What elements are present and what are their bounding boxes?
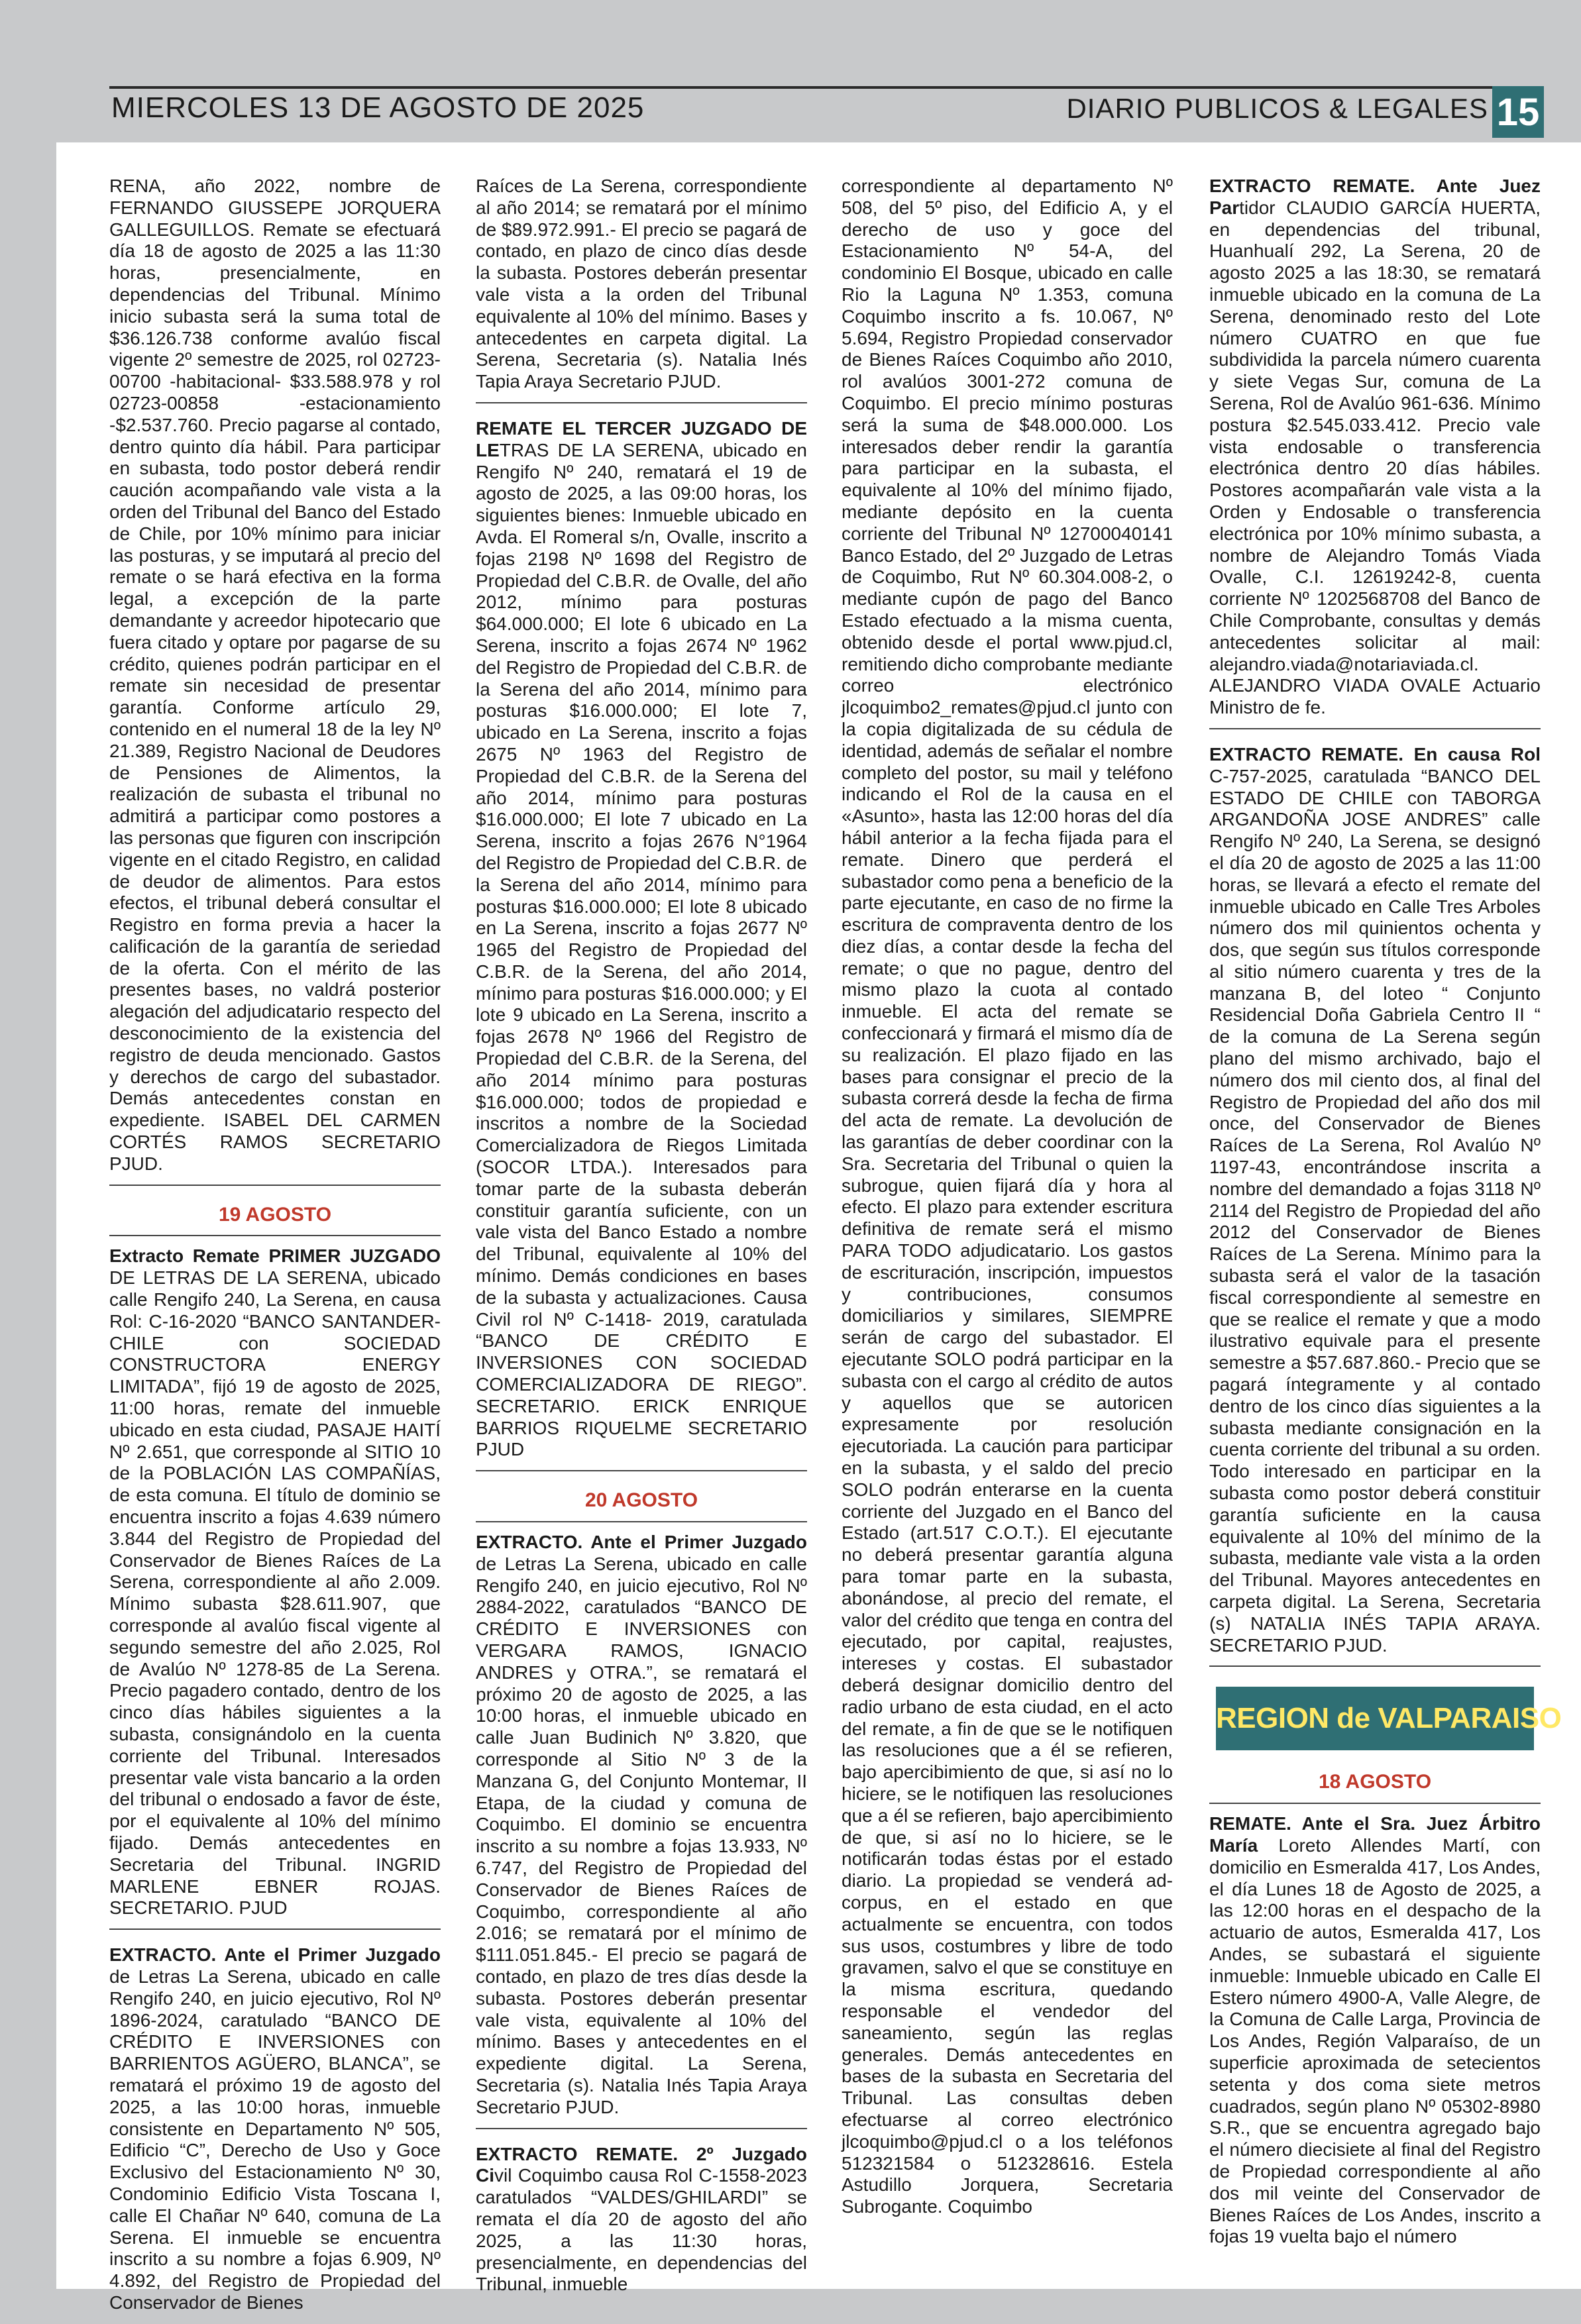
- region-banner: REGION de VALPARAISO: [1216, 1687, 1534, 1750]
- legal-notice: [1209, 744, 1541, 1667]
- issue-date: MIERCOLES 13 DE AGOSTO DE 2025: [111, 91, 645, 124]
- notice-text: [1209, 176, 1541, 719]
- legal-notice: [1209, 176, 1541, 729]
- notice-lead: EXTRACTO REMATE. Ante Juez Par: [1209, 176, 1541, 218]
- notice-text: [476, 418, 807, 1461]
- column-4: [1209, 176, 1562, 2262]
- notice-text: Raíces de La Serena, correspondiente al año 2014; se rematará por el mínimo de $89.972.991.- El precio se pagará de contado, en plazo de cinco días desde la subasta. Postores deberán presentar vale vista a la orden del Tribunal equivalente al 10% del mínimo. Bases y antecedentes en carpeta digital. La Serena, Secretaria (s). Natalia Inés Tapia Araya Secretario PJUD.: [476, 176, 807, 392]
- notice-text: [1209, 744, 1541, 1656]
- notice-body: tidor CLAUDIO GARCÍA HUERTA, en dependencias del tribunal, Huanhualí 292, La Serena, 20 de agosto 2025 a las 18:30, se rematará inmueble ubicado en la comuna de La Serena, denominado resto del Lote número CUATRO en que fue subdividida la parcela número cuarenta y siete Vegas Sur, comuna de La Serena, Rol de Avalúo 961-636. Mínimo postura $2.545.033.412. Precio vale vista endosable o transferencia electrónica dentro 20 días hábiles. Postores acompañarán vale vista a la Orden y Endosable o transferencia electrónica por 10% mínimo subasta, a nombre de Alejandro Tomás Viada Ovalle, C.I. 12619242-8, cuenta corriente Nº 1202568708 del Banco de Chile Comprobante, consultas y demás antecedentes solicitar al mail: alejandro.viada@notariaviada.cl. ALEJANDRO VIADA OVALE Actuario Ministro de fe.: [1209, 197, 1541, 718]
- notice-body: Loreto Allendes Martí, con domicilio en Esmeralda 417, Los Andes, el día Lunes 18 de Agosto de 2025, a las 12:00 horas en el despacho de la actuario de autos, Esmeralda 417, Los Andes, se subastará el siguiente inmueble: Inmueble ubicado en Calle El Estero número 4900-A, Valle Alegre, de la Comuna de Calle Larga, Provincia de Los Andes, Región Valparaíso, de un superficie aproximada de setecientos setenta y dos coma siete metros cuadrados, según plano Nº 05302-8980 S.R., que se encuentra agregado bajo el número diecisiete al final del Registro de Propiedad correspondiente al año dos mil veinte del Conservador de Bienes Raíces de Los Andes, inscrito a fojas 19 vuelta bajo el número: [1209, 1834, 1541, 2247]
- legal-notice: [109, 1245, 441, 1930]
- legal-notice: [842, 176, 1173, 2227]
- legal-notice: [476, 2144, 807, 2305]
- notice-body: C-757-2025, caratulada “BANCO DEL ESTADO DE CHILE con TABORGA ARGANDOÑA JOSE ANDRES” calle Rengifo Nº 240, La Serena, se designó el día 20 de agosto de 2025 a las 11:00 horas, se llevará a efecto el remate del inmueble ubicado en Calle Tres Arboles número dos mil quinientos ochenta y dos, que según sus títulos corresponde al sitio número cuarenta y tres de la manzana B, del loteo “ Conjunto Residencial Doña Gabriela Centro II “ de la comuna de La Serena según plano del mismo archivado, bajo el número dos mil ciento dos, al final del Registro de Propiedad del año dos mil once, del Conservador de Bienes Raíces de La Serena, Rol Avalúo Nº 1197-43, encontrándose inscrita a nombre del demandado a fojas 3118 Nº 2114 del Registro de Propiedad del año 2012 del Conservador de Bienes Raíces de La Serena. Mínimo para la subasta será el valor de la tasación fiscal correspondiente al semestre en que se realice el remate y que a modo ilustrativo equivale para el presente semestre a $57.687.860.- Precio que se pagará íntegramente y al contado dentro de los cinco días siguientes a la subasta mediante consignación en la cuenta corriente del tribunal a su orden. Todo interesado en participar en la subasta como postor deberá constituir garantía suficiente en la causa equivalente al 10% del mínimo de la subasta, mediante vale vista a la orden del Tribunal. Mayores antecedentes en carpeta digital. La Serena, Secretaria (s) NATALIA INÉS TAPIA ARAYA. SECRETARIO PJUD.: [1209, 765, 1541, 1656]
- legal-notice: [476, 418, 807, 1471]
- notice-lead: EXTRACTO REMATE. En causa Rol: [1209, 743, 1541, 765]
- date-heading: 19 AGOSTO: [109, 1200, 441, 1237]
- legal-notice: [476, 1532, 807, 2129]
- notice-body: TRAS DE LA SERENA, ubicado en Rengifo Nº 240, rematará el 19 de agosto de 2025, a las 09:00 horas, los siguientes bienes: Inmueble ubicado en Avda. El Romeral s/n, Ovalle, inscrito a fojas 2198 Nº 1698 del Registro de Propiedad del C.B.R. de Ovalle, del año 2012, mínimo para posturas $64.000.000; El lote 6 ubicado en La Serena, inscrito a fojas 2674 Nº 1962 del Registro de Propiedad del C.B.R. de la Serena del año 2014, mínimo para posturas $16.000.000; El lote 7, ubicado en La Serena, inscrito a fojas 2675 Nº 1963 del Registro de Propiedad del C.B.R. de la Serena del año 2014, mínimo para posturas $16.000.000; El lote 7 ubicado en La Serena, inscrito a fojas 2676 N°1964 del Registro de Propiedad del C.B.R. de la Serena del año 2014, mínimo para posturas $16.000.000; El lote 8 ubicado en La Serena, inscrito a fojas 2677 Nº 1965 del Registro de Propiedad del C.B.R. de la Serena, del año 2014, mínimo para posturas $16.000.000; y El lote 9 ubicado en La Serena, inscrito a fojas 2678 Nº 1966 del Registro de Propiedad del C.B.R. de la Serena, del año 2014 mínimo para posturas $16.000.000; todos de propiedad e inscritos a nombre de la Sociedad Comercializadora de Riegos Limitada (SOCOR LTDA.). Interesados para tomar parte de la subasta deberán constituir garantía suficiente, con un vale vista del Banco Estado a nombre del Tribunal, equivalente al 10% del mínimo. Demás condiciones en bases de la subasta y actualizaciones. Causa Civil rol Nº C-1418- 2019, caratulada “BANCO DE CRÉDITO E INVERSIONES CON SOCIEDAD COMERCIALIZADORA DE RIEGO”. SECRETARIO. ERICK ENRIQUE BARRIOS RIQUELME SECRETARIO PJUD: [476, 439, 807, 1460]
- notice-text: [109, 1944, 441, 2314]
- notice-body: DE LETRAS DE LA SERENA, ubicado calle Rengifo 240, La Serena, en causa Rol: C-16-2020 “BANCO SANTANDER-CHILE con SOCIEDAD CONSTRUCTORA ENERGY LIMITADA”, fijó 19 de agosto de 2025, 11:00 horas, remate del inmueble ubicado en esta ciudad, PASAJE HAITÍ Nº 2.651, que corresponde al SITIO 10 de la POBLACIÓN LAS COMPAÑÍAS, de esta comuna. El título de dominio se encuentra inscrito a fojas 4.639 número 3.844 del Registro de Propiedad del Conservador de Bienes Raíces de La Serena, correspondiente al año 2.009. Mínimo subasta $28.611.907, que corresponde al avalúo fiscal vigente al segundo semestre del año 2.025, Rol de Avalúo Nº 1278-85 de La Serena. Precio pagadero contado, dentro de los cinco días hábiles siguientes a la subasta, consignándolo en la cuenta corriente del Tribunal. Interesados presentar vale vista bancario a la orden del tribunal o endosado a favor de éste, por el equivalente al 10% del mínimo fijado. Demás antecedentes en Secretaria del Tribunal. INGRID MARLENE EBNER ROJAS. SECRETARIO. PJUD: [109, 1267, 441, 1919]
- header-rule: [109, 86, 1494, 89]
- page-number: 15: [1492, 86, 1544, 138]
- notice-text: [476, 2144, 807, 2296]
- notice-lead: EXTRACTO. Ante el Primer Juzgado: [476, 1532, 807, 1553]
- notice-text: [109, 1245, 441, 1919]
- legal-notice: [476, 176, 807, 403]
- notice-lead: REMATE EL TERCER JUZGADO DE LE: [476, 417, 807, 460]
- publication-name: DIARIO PUBLICOS & LEGALES: [1066, 93, 1488, 124]
- notice-text: RENA, año 2022, nombre de FERNANDO GIUSSEPE JORQUERA GALLEGUILLOS. Remate se efectuará día 18 de agosto de 2025 a las 11:30 horas, presencialmente, en dependencias del Tribunal. Mínimo inicio subasta será la suma total de $36.126.738 conforme avalúo fiscal vigente 2º semestre de 2025, rol 02723-00700 -habitacional- $33.588.978 y rol 02723-00858 -estacionamiento -$2.537.760. Precio pagarse al contado, dentro quinto día hábil. Para participar en subasta, todo postor deberá rendir caución acompañando vale vista a la orden del Tribunal del Banco del Estado de Chile, por 10% mínimo para iniciar las posturas, y se imputará al precio del remate o se hará efectiva en la forma legal, a excepción de la parte demandante y acreedor hipotecario que fuera citado y optare por pagarse de su crédito, quienes podrán participar en el remate sin necesidad de presentar garantía. Conforme artículo 29, contenido en el numeral 18 de la ley Nº 21.389, Registro Nacional de Deudores de Pensiones de Alimentos, la realización de subasta el tribunal no admitirá a participar como postores a las personas que figuren con inscripción vigente en el citado Registro, en calidad de deudor de alimentos. Para estos efectos, el tribunal deberá consultar el Registro en forma previa a hacer la calificación de la garantía de seriedad de la oferta. Con el mérito de las presentes bases, no valdrá posterior alegación del adjudicatario respecto del desconocimiento de la existencia del registro de deuda mencionado. Gastos y derechos de cargo del subastador. Demás antecedentes constan en expediente. ISABEL DEL CARMEN CORTÉS RAMOS SECRETARIO PJUD.: [109, 176, 441, 1174]
- notice-lead: EXTRACTO. Ante el Primer Juzgado: [109, 1944, 441, 1966]
- notice-lead: REMATE. Ante el Sra. Juez Árbitro María: [1209, 1813, 1541, 1856]
- legal-notice: [1209, 1813, 1541, 2257]
- notice-body: de Letras La Serena, ubicado en calle Rengifo 240, en juicio ejecutivo, Rol Nº 1896-2024, caratulado “BANCO DE CRÉDITO E INVERSIONES con BARRIENTOS AGÜERO, BLANCA”, se rematará el próximo 19 de agosto del 2025, a las 10:00 horas, inmueble consistente en Departamento Nº 505, Edificio “C”, Derecho de Uso y Goce Exclusivo del Estacionamiento Nº 30, Condominio Edificio Vista Toscana I, calle El Chañar Nº 640, comuna de La Serena. El inmueble se encuentra inscrito a su nombre a fojas 6.909, Nº 4.892, del Registro de Propiedad del Conservador de Bienes: [109, 1966, 441, 2313]
- notice-lead: Extracto Remate PRIMER JUZGADO: [109, 1245, 441, 1267]
- column-1: [109, 176, 441, 2313]
- notice-text: [476, 1532, 807, 2119]
- legal-notice: [109, 176, 441, 1186]
- page-header: [0, 0, 1581, 142]
- notice-body: vil Coquimbo causa Rol C-1558-2023 caratulados “VALDES/GHILARDI” se remata el día 20 de agosto del año 2025, a las 11:30 horas, presencialmente, en dependencias del Tribunal, inmueble: [476, 2165, 807, 2295]
- notice-lead: EXTRACTO REMATE. 2º Juzgado Ci: [476, 2143, 807, 2186]
- notice-text: [1209, 1813, 1541, 2248]
- date-heading: 20 AGOSTO: [476, 1486, 807, 1522]
- date-heading: 18 AGOSTO: [1209, 1768, 1541, 1804]
- column-3: [842, 176, 1173, 2262]
- legal-notice: [109, 1944, 441, 2323]
- notice-body: de Letras La Serena, ubicado en calle Rengifo 240, en juicio ejecutivo, Rol Nº 2884-2022, caratulados “BANCO DE CRÉDITO E INVERSIONES con VERGARA RAMOS, IGNACIO ANDRES y OTRA.”, se rematará el próximo 20 de agosto de 2025, a las 10:00 horas, el inmueble ubicado en calle Juan Budinich Nº 3.820, que corresponde al Sitio Nº 3 de la Manzana G, del Conjunto Montemar, II Etapa, de la ciudad y comuna de Coquimbo. El dominio se encuentra inscrito a su nombre a fojas 13.933, Nº 6.747, del Registro de Propiedad del Conservador de Bienes Raíces de Coquimbo, correspondiente al año 2.016; se rematará por el mínimo de $111.051.845.- El precio se pagará de contado, en plazo de tres días desde la subasta. Postores deberán presentar vale vista, equivalente al 10% del mínimo. Bases y antecedentes en el expediente digital. La Serena, Secretaria (s). Natalia Inés Tapia Araya Secretario PJUD.: [476, 1553, 807, 2117]
- column-2: [476, 176, 807, 2295]
- notice-text: correspondiente al departamento Nº 508, del 5º piso, del Edificio A, y el derecho de uso y goce del Estacionamiento Nº 54-A, del condominio El Bosque, ubicado en calle Rio la Laguna Nº 1.353, comuna Coquimbo inscrito a fs. 10.067, Nº 5.694, Registro Propiedad conservador de Bienes Raíces Coquimbo año 2010, rol avalúos 3001-272 comuna de Coquimbo. El precio mínimo posturas será la suma de $48.000.000. Los interesados deber rendir la garantía para participar en la subasta, el equivalente al 10% del mínimo fijado, mediante depósito en la cuenta corriente del Tribunal Nº 12700040141 Banco Estado, del 2º Juzgado de Letras de Coquimbo, Rut Nº 60.304.008-2, o mediante cupón de pago del Banco Estado efectuado a la misma cuenta, obtenido desde el portal www.pjud.cl, remitiendo dicho comprobante mediante correo electrónico jlcoquimbo2_remates@pjud.cl junto con la copia digitalizada de su cédula de identidad, además de señalar el nombre completo del postor, su mail y teléfono indicando el Rol de la causa en el «Asunto», hasta las 12:00 horas del día hábil anterior a la fecha fijada para el remate. Dinero que perderá el subastador como pena a beneficio de la parte ejecutante, en caso de no firme la escritura de compraventa dentro de los diez días, a contar desde la fecha del remate; o que no pague, dentro del mismo plazo la cuota al contado inmueble. El acta del remate se confeccionará y firmará el mismo día de su realización. El plazo fijado en las bases para consignar el precio de la subasta correrá desde la fecha de firma del acta de remate. La devolución de las garantías de deber coordinar con la Sra. Secretaria del Tribunal o quien la subrogue, quien fijará día y hora al efecto. El plazo para extender escritura definitiva de remate será el mismo PARA TODO adjudicatario. Los gastos de escrituración, inscripción, impuestos y contribuciones, consumos domiciliarios y similares, SIEMPRE serán de cargo del subastador. El ejecutante SOLO podrá participar en la subasta con el cargo al crédito de autos y aquellos que se autoricen expresamente por resolución ejecutoriada. La caución para participar en la subasta, y el saldo del precio SOLO podrán enterarse en la cuenta corriente del Juzgado en el Banco del Estado (art.517 C.O.T.). El ejecutante no deberá presentar garantía alguna para tomar parte en la subasta, abonándose, al precio del remate, el valor del crédito que tenga en contra del ejecutado, por capital, reajustes, intereses y costas. El subastador deberá designar domicilio dentro del radio urbano de esta ciudad, en el acto del remate, a fin de que se le notifiquen las resoluciones que a él se refieren, bajo apercibimiento de que, si así no lo hiciere, se le notifiquen las resoluciones que a él se refieren, bajo apercibimiento de que, si así no lo hiciere, se le notificarán todas éstas por el estado diario. La propiedad se venderá ad-corpus, en el estado en que actualmente se encuentra, con todos sus usos, costumbres y libre de todo gravamen, salvo el que se constituye en la misma escritura, quedando responsable el vendedor del saneamiento, según las reglas generales. Demás antecedentes en bases de la subasta en Secretaria del Tribunal. Las consultas deben efectuarse al correo electrónico jlcoquimbo@pjud.cl o a los teléfonos 512321584 o 512328616. Estela Astudillo Jorquera, Secretaria Subrogante. Coquimbo: [842, 176, 1173, 2217]
